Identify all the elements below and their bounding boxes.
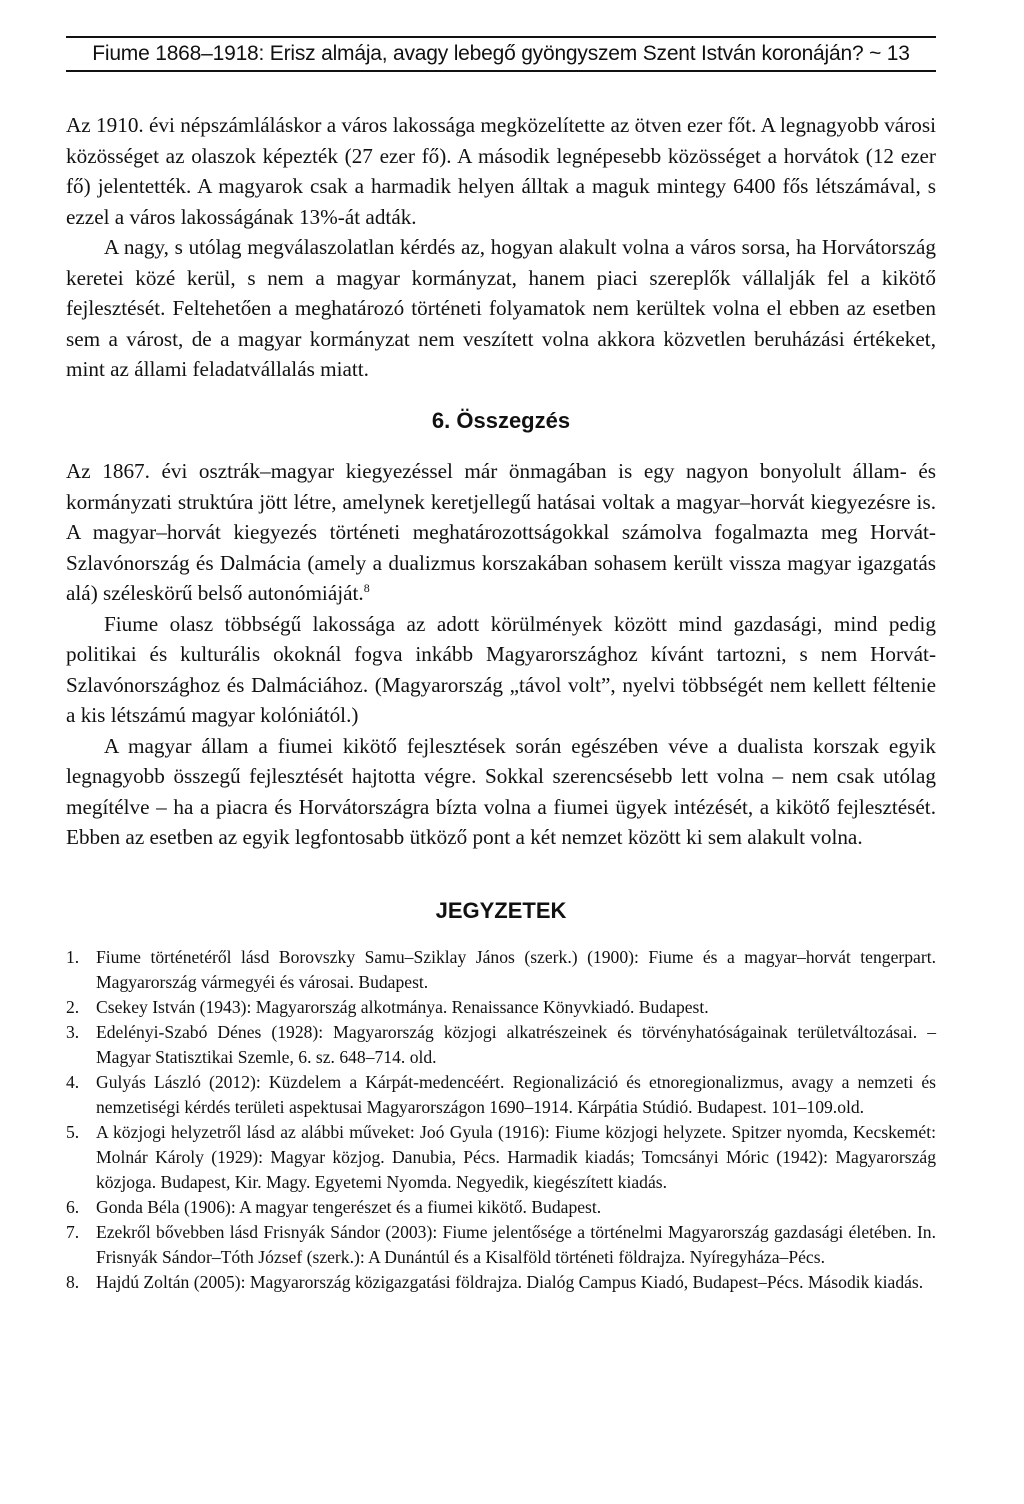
notes-heading: JEGYZETEK [435, 898, 567, 923]
note-number: 8. [66, 1272, 80, 1292]
note-number: 4. [66, 1072, 80, 1092]
note-text: Gulyás László (2012): Küzdelem a Kárpát-medencéért. Regionalizáció és etnoregionalizmus, avagy a nemzeti és nemzetiségi kérdés területi aspektusai Magyarországon 1690–1914. Kárpátia Stúdió. Budapest. 101–109.old. [96, 1072, 936, 1117]
note-text: A közjogi helyzetről lásd az alábbi műveket: Joó Gyula (1916): Fiume közjogi helyzete. Spitzer nyomda, Kecskemét: Molnár Károly (1929): Magyar közjog. Danubia, Pécs. Harmadik kiadás; Tomcsányi Móric (1942): Magyarország közjoga. Budapest, Kir. Magy. Egyetemi Nyomda. Negyedik, kiegészített kiadás. [96, 1122, 936, 1192]
note-number: 3. [66, 1022, 80, 1042]
note-text: Fiume történetéről lásd Borovszky Samu–Sziklay János (szerk.) (1900): Fiume és a magyar–horvát tengerpart. Magyarország vármegyéi és városai. Budapest. [96, 947, 936, 992]
paragraph-text: Az 1867. évi osztrák–magyar kiegyezéssel már önmagában is egy nagyon bonyolult állam- és kormányzati struktúra jött létre, amelynek keretjellegű hatásai voltak a magyar–horvát kiegyezésre is. A magyar–horvát kiegyezés történeti meghatározottságokkal számolva fogalmazta meg Horvát-Szlavónország és Dalmácia (amely a dualizmus korszakában sohasem került vissza magyar igazgatás alá) széleskörű belső autonómiáját. [66, 459, 936, 605]
note-item [66, 995, 936, 1020]
paragraph: Fiume olasz többségű lakossága az adott körülmények között mind gazdasági, mind pedig politikai és kulturális okoknál fogva inkább Magyarországhoz kívánt tartozni, s nem Horvát-Szlavónországhoz és Dalmáciához. (Magyarország „távol volt”, nyelvi többségét nem kellett féltenie a kis létszámú magyar kolóniától.) [66, 611, 936, 727]
running-title: Fiume 1868–1918: Erisz almája, avagy lebegő gyöngyszem Szent István koronáján? [92, 42, 864, 65]
section-text [66, 456, 936, 853]
section-heading: 6. Összegzés [431, 408, 571, 433]
footnote-ref: 8 [363, 580, 370, 595]
paragraph: A magyar állam a fiumei kikötő fejlesztések során egészében véve a dualista korszak egyik legnagyobb összegű fejlesztését hajtotta végre. Sokkal szerencsésebb lett volna – nem csak utólag megítélve – ha a piacra és Horvátországra bízta volna a fiumei ügyek intézését, a kikötő fejlesztését. Ebben az esetben az egyik legfontosabb ütköző pont a két nemzet között ki sem alakult volna. [66, 733, 936, 849]
note-text: Hajdú Zoltán (2005): Magyarország közigazgatási földrajza. Dialóg Campus Kiadó, Budapest–Pécs. Második kiadás. [96, 1272, 924, 1292]
note-number: 1. [66, 947, 80, 967]
note-item [66, 1070, 936, 1120]
intro-text [66, 110, 936, 385]
notes-list [66, 945, 936, 1295]
paragraph: A nagy, s utólag megválaszolatlan kérdés az, hogyan alakult volna a város sorsa, ha Horvátország keretei közé kerül, s nem a magyar kormányzat, hanem piaci szereplők vállalják fel a kikötő fejlesztését. Feltehetően a meghatározó történeti folyamatok nem kerültek volna el ebben az esetben sem a várost, de a magyar kormányzat nem veszített volna akkora közvetlen beruházási értékeket, mint az állami feladatvállalás miatt. [66, 235, 936, 381]
paragraph [66, 456, 936, 609]
note-item [66, 1120, 936, 1195]
note-text: Csekey István (1943): Magyarország alkotmánya. Renaissance Könyvkiadó. Budapest. [96, 997, 709, 1017]
note-item [66, 945, 936, 995]
note-text: Edelényi-Szabó Dénes (1928): Magyarország közjogi alkatrészeinek és törvényhatóságainak területváltozásai. – Magyar Statisztikai Szemle, 6. sz. 648–714. old. [96, 1022, 936, 1067]
note-number: 7. [66, 1222, 80, 1242]
note-number: 2. [66, 997, 80, 1017]
note-item [66, 1195, 936, 1220]
note-item [66, 1270, 936, 1295]
note-text: Gonda Béla (1906): A magyar tengerészet és a fiumei kikötő. Budapest. [96, 1197, 602, 1217]
note-number: 6. [66, 1197, 80, 1217]
note-item [66, 1220, 936, 1270]
page-number: ~ 13 [869, 42, 910, 65]
note-number: 5. [66, 1122, 80, 1142]
running-header [66, 36, 936, 72]
paragraph: Az 1910. évi népszámláláskor a város lakossága megközelítette az ötven ezer főt. A legnagyobb városi közösséget az olaszok képezték (27 ezer fő). A második legnépesebb közösséget a horvátok (12 ezer fő) jelentették. A magyarok csak a harmadik helyen álltak a maguk mintegy 6400 fős létszámával, s ezzel a város lakosságának 13%-át adták. [66, 113, 936, 229]
note-text: Ezekről bővebben lásd Frisnyák Sándor (2003): Fiume jelentősége a történelmi Magyarország gazdasági életében. In. Frisnyák Sándor–Tóth József (szerk.): A Dunántúl és a Kisalföld történeti földrajza. Nyíregyháza–Pécs. [96, 1222, 936, 1267]
note-item [66, 1020, 936, 1070]
